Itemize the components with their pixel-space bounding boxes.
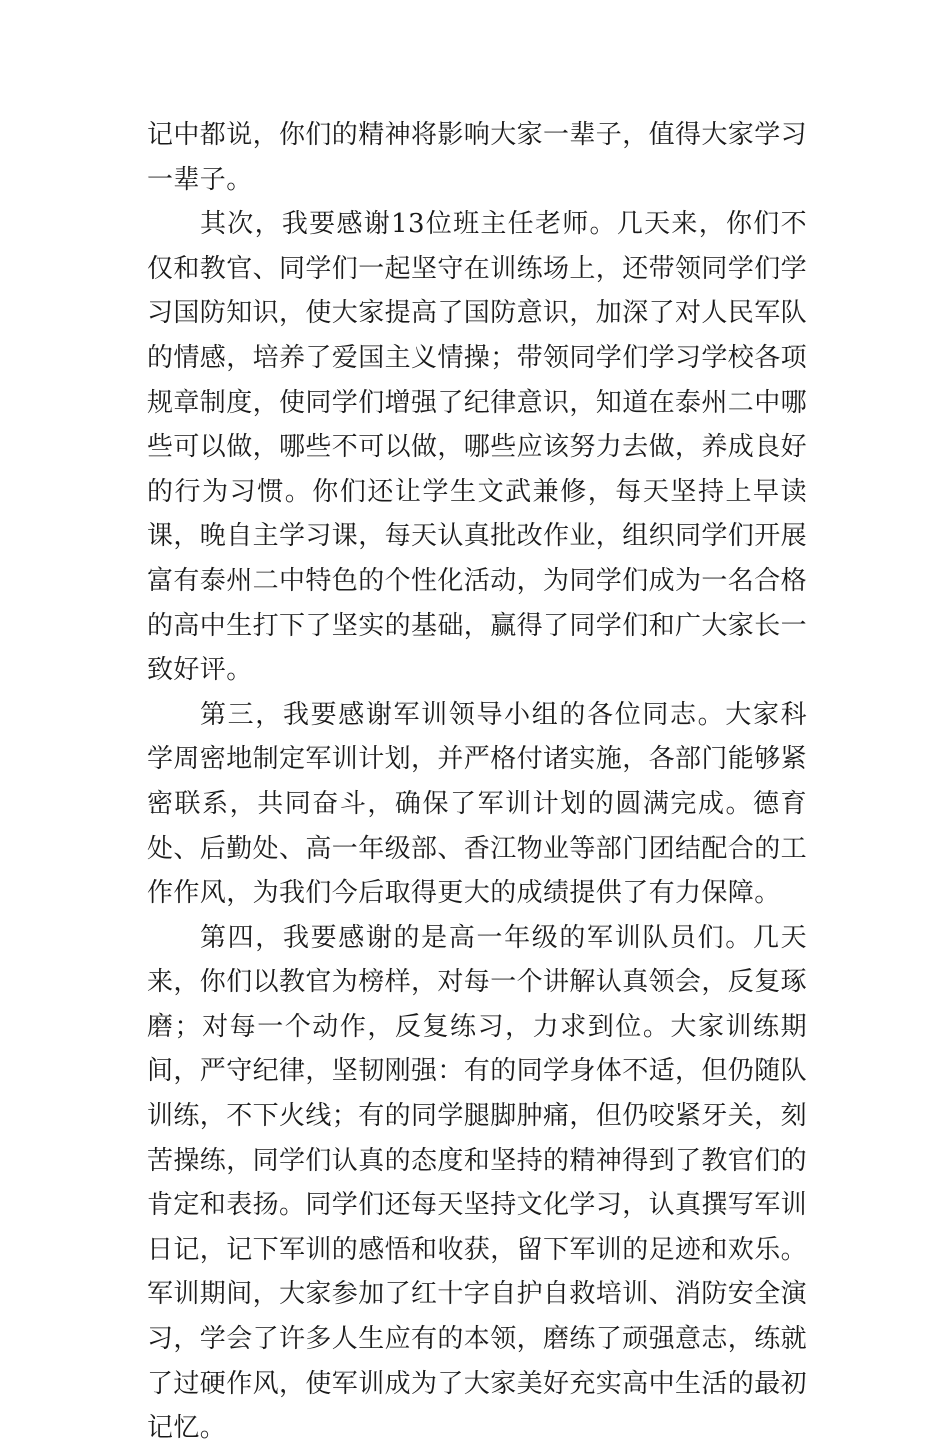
paragraph-thanks-leadership-group: 第三，我要感谢军训领导小组的各位同志。大家科学周密地制定军训计划，并严格付诸实施，各部门能够紧密联系，共同奋斗，确保了军训计划的圆满完成。德育处、后勤处、高一年级部、香江物业等部门团结配合的工作作风，为我们今后取得更大的成绩提供了有力保障。 <box>147 699 808 909</box>
paragraph-thanks-head-teachers: 其次，我要感谢13位班主任老师。几天来，你们不仅和教官、同学们一起坚守在训练场上，还带领同学们学习国防知识，使大家提高了国防意识，加深了对人民军队的情感，培养了爱国主义情操；带领同学们学习学校各项规章制度，使同学们增强了纪律意识，知道在泰州二中哪些可以做，哪些不可以做，哪些应该努力去做，养成良好的行为习惯。你们还让学生文武兼修，每天坚持上早读课，晚自主学习课，每天认真批改作业，组织同学们开展富有泰州二中特色的个性化活动，为同学们成为一名合格的高中生打下了坚实的基础，赢得了同学们和广大家长一致好评。 <box>147 209 808 686</box>
body-text <box>147 113 807 1451</box>
paragraph-thanks-trainees: 第四，我要感谢的是高一年级的军训队员们。几天来，你们以教官为榜样，对每一个讲解认真领会，反复琢磨；对每一个动作，反复练习，力求到位。大家训练期间，严守纪律，坚韧刚强：有的同学身体不适，但仍随队训练，不下火线；有的同学腿脚肿痛，但仍咬紧牙关，刻苦操练，同学们认真的态度和坚持的精神得到了教官们的肯定和表扬。同学们还每天坚持文化学习，认真撰写军训日记，记下军训的感悟和收获，留下军训的足迹和欢乐。军训期间，大家参加了红十字自护自救培训、消防安全演习，学会了许多人生应有的本领，磨练了顽强意志，练就了过硬作风，使军训成为了大家美好充实高中生活的最初记忆。 <box>147 922 808 1444</box>
paragraph-continuation: 记中都说，你们的精神将影响大家一辈子，值得大家学习一辈子。 <box>147 120 808 195</box>
